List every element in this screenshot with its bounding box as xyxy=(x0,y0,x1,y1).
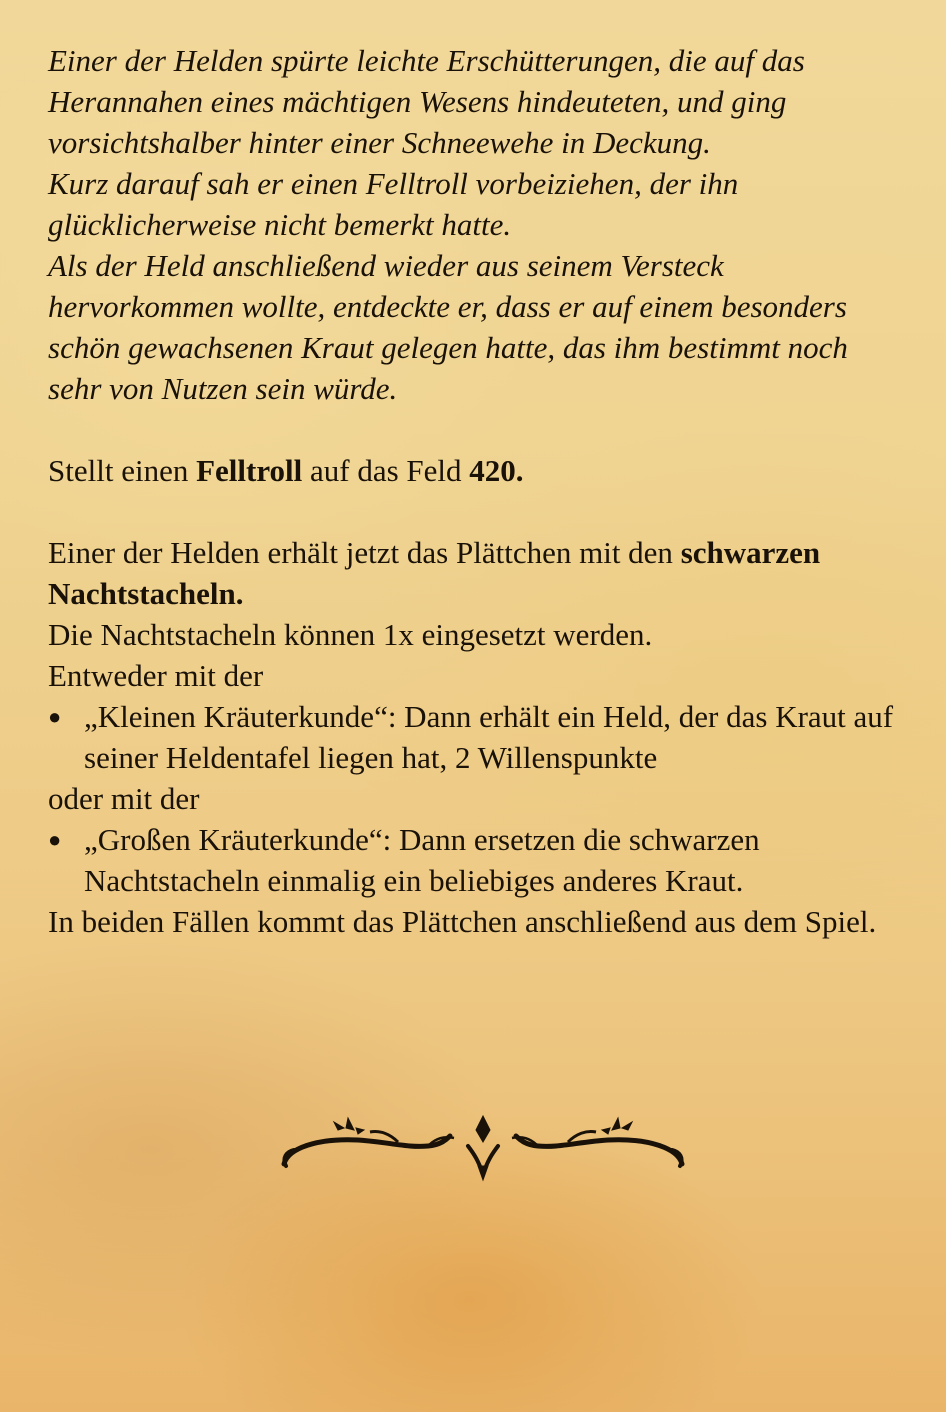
token-closing: In beiden Fällen kommt das Plättchen anschließend aus dem Spiel. xyxy=(48,904,877,939)
token-uses: Die Nachtstacheln können 1x eingesetzt werden. xyxy=(48,617,653,652)
token-rules xyxy=(48,532,908,942)
flourish-divider-icon xyxy=(278,1108,688,1188)
token-either: Entweder mit der xyxy=(48,658,264,693)
story-paragraph: Kurz darauf sah er einen Felltroll vorbeiziehen, der ihn glücklicherweise nicht bemerkt hatte. xyxy=(48,166,739,242)
story-paragraph: Als der Held anschließend wieder aus seinem Versteck hervorkommen wollte, entdeckte er, dass er auf einem besonders schön gewachsenen Kraut gelegen hatte, das ihm bestimmt noch sehr von Nutzen sein würde. xyxy=(48,248,848,406)
card-text xyxy=(48,40,908,942)
story-paragraph: Einer der Helden spürte leichte Erschütterungen, die auf das Herannahen eines mächtigen Wesens hindeuteten, und ging vorsichtshalber hinter einer Schneewehe in Deckung. xyxy=(48,43,805,160)
setup-prefix: Stellt einen xyxy=(48,453,197,488)
creature-name: Felltroll xyxy=(196,453,303,488)
token-or: oder mit der xyxy=(48,781,200,816)
story-narrative xyxy=(48,40,908,409)
setup-instruction xyxy=(48,450,908,491)
token-intro-text: Einer der Helden erhält jetzt das Plättchen mit den xyxy=(48,535,681,570)
option-text: „Großen Kräuterkunde“: Dann ersetzen die schwarzen Nachtstacheln einmalig ein beliebiges anderes Kraut. xyxy=(84,822,760,898)
option-text: „Kleinen Kräuterkunde“: Dann erhält ein Held, der das Kraut auf seiner Heldentafel liegen hat, 2 Willenspunkte xyxy=(84,699,894,775)
setup-middle: auf das Feld xyxy=(302,453,470,488)
token-name: schwarzen Nachtstacheln. xyxy=(48,535,821,611)
token-intro xyxy=(48,532,908,614)
bullet-icon: ● xyxy=(48,704,62,729)
option-large-herbalism xyxy=(48,819,908,901)
option-small-herbalism xyxy=(48,696,908,778)
bullet-icon: ● xyxy=(48,827,62,852)
field-number: 420. xyxy=(469,453,524,488)
